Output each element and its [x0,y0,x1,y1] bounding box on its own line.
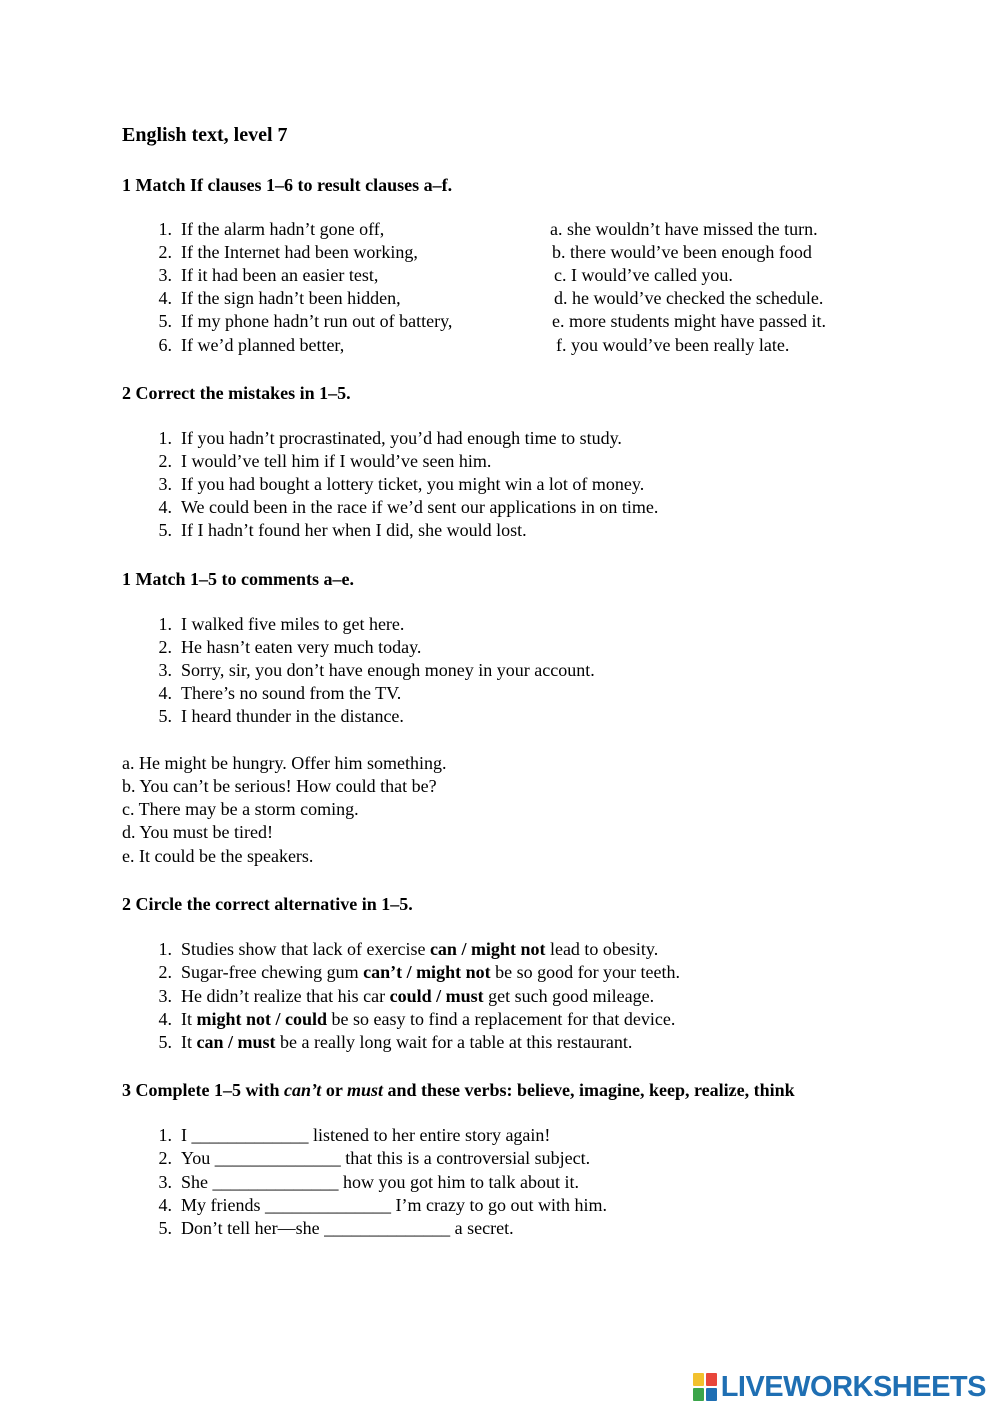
comment-option: d. You must be tired! [122,822,274,842]
fill-in-sentence[interactable]: My friends ______________ I’m crazy to go out with him. [181,1195,607,1215]
alternative-choice[interactable]: can / must [196,1032,276,1052]
fill-in-sentence[interactable]: She ______________ how you got him to talk about it. [181,1172,579,1192]
section3-heading: 1 Match 1–5 to comments a–e. [122,569,354,589]
match-option: e. more students might have passed it. [552,311,826,331]
worksheet-page: English text, level 7 1 Match If clauses 1–6 to result clauses a–f. 1. If the alarm hadn’t gone off, a. she wouldn’t have missed the turn. 2. If the Internet had been working, b. there would’ve been enough food 3. If it had been an easier test, c. I would’ve called you. 4. If the sign hadn’t been hidden, d. he would’ve checked the schedule. 5. If my phone hadn’t run out of battery, e. more students might have passed it. 6. If we’d planned better, f. you would’ve been really late. 2 Correct the mistakes in 1–5. 1. If you hadn’t procrastinated, you’d had enough time to study. 2. I would’ve tell him if I would’ve seen him. 3. If you had bought a lottery ticket, you might win a lot of money. 4. We could been in the race if we’d sent our applications in on time. 5. If I hadn’t found her when I did, she would lost. 1 Match 1–5 to comments a–e. 1. I walked five miles to get here. 2. He hasn’t eaten very much today. 3. Sorry, sir, you don’t have enough money in your account. 4. There’s no sound from the TV. 5. I heard thunder in the distance. a. He might be hungry. Offer him something. b. You can’t be serious! How could that be? c. There may be a storm coming. d. You must be tired! e. It could be the speakers. 2 Circle the correct alternative in 1–5. 1. Studies show that lack of exercise can / might not lead to obesity. 2. Sugar-free chewing gum can’t / might not be so good for your teeth. 3. He didn’t realize that his car could / must get such good mileage. 4. It might not / could be so easy to find a replacement for that device. 5. It can / must be a really long wait for a table at this restaurant. 3 Complete 1–5 with can’t or must and these verbs: believe, imagine, keep, realize, think 1. I _____________ listened to her entire story again! 2. You ______________ that this is a controversial subject. 3. She ______________ how you got him to talk about it. 4. My friends ______________ I’m crazy to go out with him. 5. Don’t tell her—she ______________ a secret. LIVEWORKSHEETS [122,124,986,1403]
page-title: English text, level 7 [122,124,288,146]
logo-text: LIVEWORKSHEETS [720,1370,986,1403]
fill-in-sentence[interactable]: Don’t tell her—she ______________ a secret. [181,1218,514,1238]
match-option: b. there would’ve been enough food [552,242,812,262]
alternative-choice[interactable]: can’t / might not [363,962,491,982]
section1-heading: 1 Match If clauses 1–6 to result clauses a–f. [122,175,453,195]
liveworksheets-logo-icon [693,1373,717,1401]
alternative-choice[interactable]: might not / could [196,1009,328,1029]
comment-option: c. There may be a storm coming. [122,799,359,819]
comment-option: b. You can’t be serious! How could that be? [122,776,437,796]
section4-heading: 2 Circle the correct alternative in 1–5. [122,894,413,914]
section5-heading: 3 Complete 1–5 with can’t or must and these verbs: believe, imagine, keep, realize, think [122,1080,795,1100]
liveworksheets-logo [693,1372,986,1402]
match-option: d. he would’ve checked the schedule. [554,288,824,308]
match-option: f. you would’ve been really late. [556,335,790,355]
fill-in-sentence[interactable]: You ______________ that this is a controversial subject. [181,1148,591,1168]
alternative-choice[interactable]: can / might not [429,939,546,959]
section2-heading: 2 Correct the mistakes in 1–5. [122,383,351,403]
match-option: a. she wouldn’t have missed the turn. [550,219,818,239]
match-option: c. I would’ve called you. [554,265,733,285]
fill-in-sentence[interactable]: I _____________ listened to her entire story again! [181,1125,551,1145]
comment-option: a. He might be hungry. Offer him something. [122,753,447,773]
alternative-choice[interactable]: could / must [389,986,484,1006]
comment-option: e. It could be the speakers. [122,846,314,866]
